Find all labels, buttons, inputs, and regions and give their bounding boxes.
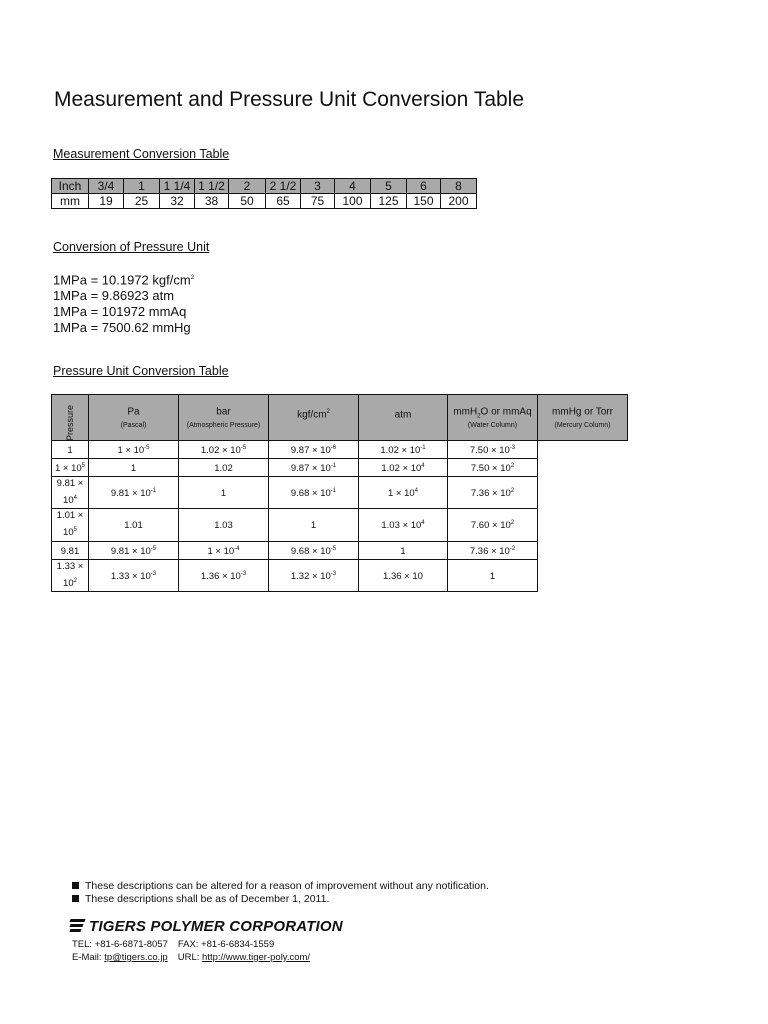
fax-number: FAX: +81-6-6834-1559: [177, 939, 275, 950]
pressure-value-cell: $1.02 \times 10^4$: [359, 459, 448, 477]
pressure-table-row: [52, 541, 628, 559]
pressure-value-cell: $9.87 \times 10^{-1}$: [269, 459, 359, 477]
pressure-value-cell: $1 \times 10^{-4}$: [179, 541, 269, 559]
pressure-conversion-formulas: [53, 270, 194, 336]
measurement-row-label: Inch: [52, 179, 89, 194]
measurement-cell: 2 1/2: [266, 179, 301, 194]
bullet-square-icon: [72, 882, 79, 889]
measurement-row-mm: [52, 194, 477, 209]
pressure-table-row: [52, 459, 628, 477]
pressure-value-cell: $1.03 \times 10^4$: [359, 509, 448, 541]
measurement-cell: 32: [160, 194, 195, 209]
company-logo: [70, 917, 343, 935]
pressure-column-header: Pa (Pascal): [89, 395, 179, 441]
formula-line: 1MPa = 101972 mmAq: [53, 304, 187, 320]
measurement-cell: 38: [195, 194, 229, 209]
pressure-side-label: Pressure: [65, 404, 75, 441]
pressure-value-cell: $7.36 \times 10^{-2}$: [448, 541, 538, 559]
pressure-value-cell: 1.36 × 10: [359, 559, 448, 591]
measurement-cell: 3/4: [89, 179, 124, 194]
pressure-value-cell: $1.02 \times 10^{-5}$: [179, 441, 269, 459]
measurement-cell: 75: [301, 194, 335, 209]
measurement-section-title: Measurement Conversion Table: [53, 147, 230, 161]
pressure-value-cell: $1.33 \times 10^{-3}$: [89, 559, 179, 591]
contact-info: [72, 938, 310, 964]
pressure-value-cell: $7.50 \times 10^2$: [448, 459, 538, 477]
pressure-column-header: mmHg or Torr (Mercury Column): [538, 395, 628, 441]
url-label: URL:: [177, 952, 200, 963]
pressure-value-cell: $7.36 \times 10^2$: [448, 477, 538, 509]
website-link[interactable]: http://www.tiger-poly.com/: [202, 952, 311, 963]
measurement-cell: 2: [229, 179, 266, 194]
page-title: Measurement and Pressure Unit Conversion Table: [54, 88, 525, 111]
measurement-cell: 19: [89, 194, 124, 209]
pressure-value-cell: 1: [269, 509, 359, 541]
pressure-value-cell: $9.81 \times 10^4$: [52, 477, 89, 509]
pressure-value-cell: $1 \times 10^5$: [52, 459, 89, 477]
note-item: These descriptions shall be as of December 1, 2011.: [72, 893, 489, 906]
pressure-column-header: atm: [359, 395, 448, 441]
measurement-cell: 4: [335, 179, 371, 194]
pressure-value-cell: $1.02 \times 10^{-1}$: [359, 441, 448, 459]
measurement-cell: 100: [335, 194, 371, 209]
company-name: TIGERS POLYMER CORPORATION: [89, 917, 343, 935]
pressure-table-row: [52, 441, 628, 459]
pressure-value-cell: $9.68 \times 10^{-1}$: [269, 477, 359, 509]
pressure-value-cell: $9.68 \times 10^{-5}$: [269, 541, 359, 559]
pressure-value-cell: $1.33 \times 10^2$: [52, 559, 89, 591]
notes: [72, 880, 489, 906]
pressure-value-cell: $1.01 \times 10^5$: [52, 509, 89, 541]
measurement-row-label: mm: [52, 194, 89, 209]
pressure-value-cell: 1: [359, 541, 448, 559]
pressure-column-header: kgf/$cm^2$: [269, 395, 359, 441]
measurement-cell: 150: [407, 194, 441, 209]
measurement-table: [51, 178, 477, 209]
pressure-table-section-title: Pressure Unit Conversion Table: [53, 364, 229, 378]
measurement-cell: 1: [124, 179, 160, 194]
pressure-value-cell: 9.81: [52, 541, 89, 559]
pressure-table-row: [52, 559, 628, 591]
pressure-unit-table: [51, 394, 628, 592]
note-item: These descriptions can be altered for a reason of improvement without any notification.: [72, 880, 489, 893]
pressure-value-cell: $9.81 \times 10^{-5}$: [89, 541, 179, 559]
pressure-value-cell: $1 \times 10^{-5}$: [89, 441, 179, 459]
bullet-square-icon: [72, 895, 79, 902]
pressure-value-cell: 1: [52, 441, 89, 459]
email-link[interactable]: tp@tigers.co.jp: [104, 952, 168, 963]
measurement-cell: 3: [301, 179, 335, 194]
formula-line: 1MPa = 7500.62 mmHg: [53, 320, 191, 336]
measurement-row-inch: [52, 179, 477, 194]
pressure-value-cell: 1.01: [89, 509, 179, 541]
pressure-table-row: [52, 477, 628, 509]
email-label: E-Mail:: [72, 952, 102, 963]
pressure-conversion-section-title: Conversion of Pressure Unit: [53, 240, 210, 254]
pressure-value-cell: 1: [448, 559, 538, 591]
measurement-cell: 65: [266, 194, 301, 209]
pressure-value-cell: 1: [179, 477, 269, 509]
pressure-side-cell: [52, 395, 89, 441]
pressure-value-cell: $7.60 \times 10^2$: [448, 509, 538, 541]
pressure-table-header-row: [52, 395, 628, 441]
pressure-value-cell: 1.02: [179, 459, 269, 477]
pressure-column-header: mmH$_2$O or mmAq (Water Column): [448, 395, 538, 441]
pressure-value-cell: 1: [89, 459, 179, 477]
measurement-cell: 1 1/2: [195, 179, 229, 194]
pressure-value-cell: $9.81 \times 10^{-1}$: [89, 477, 179, 509]
pressure-table-row: [52, 509, 628, 541]
measurement-cell: 50: [229, 194, 266, 209]
pressure-value-cell: $1.36 \times 10^{-3}$: [179, 559, 269, 591]
formula-line: 1MPa = 9.86923 atm: [53, 288, 175, 304]
pressure-value-cell: 1.03: [179, 509, 269, 541]
formula-line: 1MPa = 10.1972 kgf/$cm^2$: [53, 272, 195, 288]
measurement-cell: 5: [371, 179, 407, 194]
measurement-cell: 8: [441, 179, 477, 194]
pressure-value-cell: $7.50 \times 10^{-3}$: [448, 441, 538, 459]
tiger-stripes-icon: [70, 919, 87, 933]
measurement-cell: 6: [407, 179, 441, 194]
measurement-cell: 200: [441, 194, 477, 209]
pressure-column-header: bar (Atmospheric Pressure): [179, 395, 269, 441]
measurement-cell: 25: [124, 194, 160, 209]
measurement-cell: 125: [371, 194, 407, 209]
pressure-value-cell: $1.32 \times 10^{-3}$: [269, 559, 359, 591]
phone-number: TEL: +81-6-6871-8057: [72, 939, 168, 950]
measurement-cell: 1 1/4: [160, 179, 195, 194]
pressure-value-cell: $9.87 \times 10^{-6}$: [269, 441, 359, 459]
pressure-value-cell: $1 \times 10^4$: [359, 477, 448, 509]
